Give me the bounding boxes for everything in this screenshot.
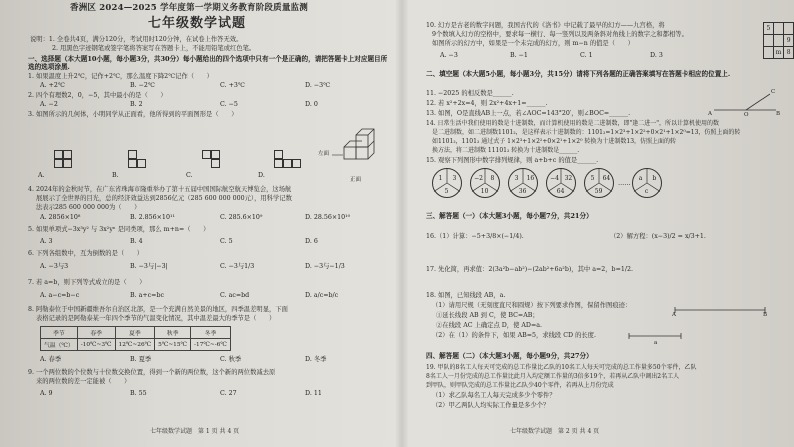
q3-label-front: 正面 xyxy=(350,177,362,183)
q2-option-c: C. −5 xyxy=(220,101,238,108)
q9-option-a: A. 9 xyxy=(40,390,53,397)
q15-circle-number: a xyxy=(638,174,643,182)
magic-cell: 8 xyxy=(784,47,794,59)
q15-circle-number: 3 xyxy=(514,174,519,182)
q8-table-cell: 气温（℃） xyxy=(41,339,78,351)
q6-option-a: A. −3与3 xyxy=(40,263,69,270)
q4-option-c: C. 285.6×10⁹ xyxy=(220,214,263,221)
q9-option-d: D. 11 xyxy=(305,390,322,397)
q5-option-c: C. 5 xyxy=(220,238,233,245)
question-14-line-3: 如1101₂，1101₂ 通过式子 1×2³+1×2²+0×2¹+1×2⁰ 转换为十进制数13，仿照上面的转 xyxy=(432,138,677,145)
q8-table-header: 夏季 xyxy=(115,327,155,339)
question-14-line-4: 换方法，将二进制数 11101₂ 转换为十进制数是______. xyxy=(432,147,580,154)
question-17: 17. 先化简，再求值：2(3a²b−ab²)−(2ab²+6a²b)，其中 a=2，b=1/2. xyxy=(426,266,633,273)
section-4-heading: 四、解答题（二）（本大题3小题，每小题9分，共27分） xyxy=(426,352,593,360)
page-2-footer: 七年级数学试题 第 2 页 共 4 页 xyxy=(510,428,600,435)
question-19-line-1: 19. 甲队的8名工人每天可完成的总工作量比乙队的10名工人每天可完成的总工作量多50个零件，乙队 xyxy=(426,364,697,371)
q8-option-b: B. 夏季 xyxy=(130,356,152,363)
q10-option-d: D. 3 xyxy=(650,52,663,59)
magic-cell xyxy=(764,35,774,47)
q8-option-a: A. 春季 xyxy=(40,356,62,363)
section-1-heading: 一、选择题（本大题10小题，每小题3分，共30分）每小题给出的四个选项中只有一个是正确的，请把答题卡上对应题目所选的选项涂黑. xyxy=(28,55,388,71)
q2-option-b: B. 2 xyxy=(130,101,143,108)
exam-header: 香洲区 2024—2025 学年度第一学期义务教育阶段质量监测 xyxy=(70,3,308,13)
section-2-heading: 二、填空题（本大题5小题，每小题3分，共15分）请将下列各题的正确答案填写在答题卡相应的位置上. xyxy=(426,70,731,78)
q9-option-c: C. 27 xyxy=(220,390,237,397)
q6-option-d: D. −3与−1/3 xyxy=(305,263,345,270)
q2-option-d: D. 0 xyxy=(305,101,318,108)
question-7: 7. 若 a=b，则下列等式成立的是（ ） xyxy=(28,279,146,286)
q15-circle-number: 64 xyxy=(602,174,611,182)
question-19-line-2: 8名工人一月份完成的总工作量比此月入均定额工作量的3倍多19个，若再从乙队中调出2名工人 xyxy=(426,373,680,380)
q10-option-c: C. 1 xyxy=(580,52,593,59)
q19-item-2: （2）甲乙两队人均实际工作量是多少个？ xyxy=(432,402,550,409)
q18-label-b: B xyxy=(763,312,768,318)
q5-option-b: B. 4 xyxy=(130,238,143,245)
question-19-line-3: 到甲队，则甲队完成的总工作量比乙队少40个零件，若再从上月份完成 xyxy=(426,382,614,389)
q7-option-a: A. a−c=b−c xyxy=(40,292,80,299)
question-5: 5. 如果单项式−3x³y² 与 3x²yⁿ 是同类项，那么 m+n=（ ） xyxy=(28,226,210,233)
q5-option-a: A. 3 xyxy=(40,238,53,245)
q7-option-b: B. a+c=bc xyxy=(130,292,165,299)
q18-item-1: （1）请用尺规（无刻度直尺和圆规）按下列要求作图，保留作图痕迹： xyxy=(432,302,632,309)
q7-option-d: D. a/c=b/c xyxy=(305,292,339,299)
q1-option-b: B. −2℃ xyxy=(130,82,155,89)
question-14-line-2: 是二进制数，如二进制数1101₂，是这样表示十进制数的：1101₂=1×2³+1×2²+0×2¹+1×2⁰=13，仿照上面的转 xyxy=(432,129,741,136)
q18-item-3: ②在线段 AC 上确定点 D，使 AD=a. xyxy=(436,322,543,329)
question-2: 2. 四个有理数2，0，−5，其中最小的是（ ） xyxy=(28,92,167,99)
q7-option-c: C. ac=bd xyxy=(220,292,250,299)
q15-circle-number: 8 xyxy=(490,174,495,182)
q10-magic-square xyxy=(763,22,794,59)
question-16-part-2: （2）解方程：(x−3)/2 = x/3+1. xyxy=(610,233,706,240)
question-13: 13. 如图，O是直线AB上一点，若∠AOC=143°20′，则∠BOC=______. xyxy=(426,110,631,117)
q13-label-o: O xyxy=(744,112,749,118)
q15-circle-number: 5 xyxy=(444,187,449,195)
question-16-part-1: 16.（1）计算：−5+3/8×(−1/4). xyxy=(426,233,524,240)
q8-option-d: D. 冬季 xyxy=(305,356,327,363)
magic-cell: m xyxy=(773,47,783,59)
q15-circle-number: −2 xyxy=(474,174,484,182)
magic-cell: 9 xyxy=(784,35,794,47)
q8-table-cell: 12℃~26℃ xyxy=(115,339,155,351)
q15-circle-number: 59 xyxy=(594,187,603,195)
page-1-footer: 七年级数学试题 第 1 页 共 4 页 xyxy=(150,428,240,435)
q8-table-header: 冬季 xyxy=(191,327,231,339)
q8-table-cell: 5℃~15℃ xyxy=(155,339,191,351)
question-6: 6. 下列各组数中，互为倒数的是（ ） xyxy=(28,250,144,257)
question-14-line-1: 14. 日常生活中我们使用的数是十进制数，而计算机使用的数是二进制数，即"逢二进一"，所以计算机使用的数 xyxy=(426,120,719,127)
question-15: 15. 观察下列图形中数字排列规律，则 a+b+c 的值是______. xyxy=(426,157,599,164)
q15-circle-number: 36 xyxy=(518,187,527,195)
q1-option-d: D. −3℃ xyxy=(305,82,331,89)
q18-item-2: ①延长线段 AB 到 C，使 BC=AB； xyxy=(436,312,539,319)
q8-table-cell: -17℃~-6℃ xyxy=(191,339,231,351)
q15-circle-number: 10 xyxy=(480,187,489,195)
magic-cell xyxy=(764,47,774,59)
q3-cube-figure xyxy=(330,125,390,180)
q13-label-c: C xyxy=(771,89,776,95)
q18-segment-figure xyxy=(625,300,785,350)
question-8-line-2: 表格记录的是阿勒泰某一年四个季节的气温变化情况，其中温差最大的季节是（ ） xyxy=(36,315,276,322)
question-9-line-1: 9. 一个两位数的个位数与十位数交换位置，得到一个新的两位数，这个新的两位数减去原 xyxy=(28,369,276,376)
question-4-line-1: 4. 2024年的金秋时节，在广东省珠海市隆重举办了第十五届中国国际航空航天博览会，这场航 xyxy=(28,186,292,193)
question-8-line-1: 8. 阿勒泰位于中国新疆维吾尔自治区北部，是一个充满自然美景的地区，四季温差明显，下面 xyxy=(28,306,288,313)
q6-option-c: C. −3与1/3 xyxy=(220,263,255,270)
q1-option-a: A. +2℃ xyxy=(40,82,65,89)
q8-table-cell: -10℃~3℃ xyxy=(77,339,115,351)
q19-item-1: （1）求乙队每名工人每天完成多少个零件？ xyxy=(432,392,556,399)
question-11: 11. −2025 的相反数是______. xyxy=(426,90,514,97)
question-1: 1. 如果温度上升2℃，记作+2℃，那么温度下降2℃记作（ ） xyxy=(28,73,213,80)
exam-page-2 xyxy=(410,0,794,447)
magic-cell: 5 xyxy=(764,23,774,35)
magic-cell xyxy=(784,23,794,35)
exam-page-1: 香洲区 2024—2025 学年度第一学期义务教育阶段质量监测 七年级数学试题 说明：1. 全卷共4页，满分120分，考试用时120分钟，在试卷上作答无效。 2. 用黑色字迹钢笔或签字笔将答案写在答题卡上，不能用铅笔或红色笔。 一、选择题（本大题10小题，每小题3分，共30分）每小题给出的四个选项中只有一个是正确的，请把答题卡上对应题目所选的选项涂黑. 1. 如果温度上升2℃，记作+2℃，那么温度下降2℃记作（ ） A. +2℃ B. −2℃ C. +3℃ D. −3℃ 2. 四个有理数2，0，−5，其中最小的是（ ） A. −2 B. 2 C. −5 D. 0 3. 如图所示的几何体，小明同学从正面看，他所得到的平面图形是（ ） A. B. C. D. 左面 正面 4. 2024年的金秋时节，在广东省珠海市隆重举办了第十五届中国国际航空航天博览会，这场航 展展示了全世界的目光，总的经济效益达到2856亿元（285 600 000 000元），用科学记数 法表示285 600 000 000为（ ） A. 2856×10⁸ B. 2.856×10¹¹ C. 285.6×10⁹ D. 28.56×10¹⁰ 5. 如果单项式−3x³y² 与 3x²yⁿ 是同类项，那么 m+n=（ ） A. 3 B. 4 C. 5 D. 6 6. 下列各组数中，互为倒数的是（ ） A. −3与3 B. −3与|−3| C. −3与1/3 D. −3与−1/3 7. 若 a=b，则下列等式成立的是（ ） A. a−c=b−c B. a+c=bc C. ac=bd D. a/c=b/c 8. 阿勒泰位于中国新疆维吾尔自治区北部，是一个充满自然美景的地区，四季温差明显，下面 表格记录的是阿勒泰某一年四个季节的气温变化情况，其中温差最大的季节是（ ） 季节 春季 夏季 秋季 冬季 气温（℃） -10℃~3℃ 12℃~26℃ 5℃~15℃ -17℃~-6℃ A. 春季 B. 夏季 C. 秋季 D. 冬季 9. 一个两位数的个位数与十位数交换位置，得到一个新的两位数，这个新的两位数减去原 来的两位数的差一定能被（ ） A. 9 B. 55 C. 27 D. 11 七年级数学试题 第 1 页 共 4 页 xyxy=(0,0,400,447)
q13-label-a: A xyxy=(708,111,712,117)
question-9-line-2: 来的两位数的差一定能被（ ） xyxy=(36,378,131,385)
q6-option-b: B. −3与|−3| xyxy=(130,263,168,270)
q4-option-a: A. 2856×10⁸ xyxy=(40,214,81,221)
note-1: 说明：1. 全卷共4页，满分120分，考试用时120分钟，在试卷上作答无效。 xyxy=(30,36,243,43)
q15-circle-number: 32 xyxy=(564,174,573,182)
question-10-line-3: 如图所示的幻方中，如果是一个未完成的幻方，则 m−n 的值是（ ） xyxy=(432,40,634,47)
q15-ellipsis: …… xyxy=(618,180,631,187)
question-10-line-1: 10. 幻方是古老的数字问题，我国古代的《洛书》中记载了最早的幻方——九宫格，将 xyxy=(426,22,665,29)
q15-circle-number: b xyxy=(652,174,657,182)
magic-cell xyxy=(773,35,783,47)
q13-label-b: B xyxy=(776,111,781,117)
q3-label-left: 左面 xyxy=(318,151,330,157)
q8-table-header: 春季 xyxy=(77,327,115,339)
question-10-line-2: 9个数填入幻方的空格中，要求每一横行、每一竖列以及两条斜对角线上的数字之和都相等。 xyxy=(432,31,688,38)
q15-circle-number: 3 xyxy=(452,174,457,182)
q10-option-b: B. −1 xyxy=(510,52,528,59)
question-12: 12. 若 x²+2x=4，则 2x²+4x+1=______. xyxy=(426,100,548,107)
question-3: 3. 如图所示的几何体，小明同学从正面看，他所得到的平面图形是（ ） xyxy=(28,111,238,118)
note-2: 2. 用黑色字迹钢笔或签字笔将答案写在答题卡上，不能用铅笔或红色笔。 xyxy=(52,45,256,52)
q18-label-alpha: a xyxy=(654,340,658,346)
q15-circle-number: 16 xyxy=(526,174,535,182)
q15-circle-number: c xyxy=(644,187,649,195)
q18-item-4: （2）在（1）的条件下，如果 AB=5，求线段 CD 的长度. xyxy=(432,332,596,339)
q8-temperature-table xyxy=(40,326,231,351)
q15-circle-number: 5 xyxy=(590,174,595,182)
q15-circle-number: 1 xyxy=(438,174,443,182)
q5-option-d: D. 6 xyxy=(305,238,318,245)
magic-cell xyxy=(773,23,783,35)
q2-option-a: A. −2 xyxy=(40,101,58,108)
question-4-line-3: 法表示285 600 000 000为（ ） xyxy=(36,204,141,211)
exam-title: 七年级数学试题 xyxy=(148,16,247,31)
q4-option-b: B. 2.856×10¹¹ xyxy=(130,214,175,221)
q18-label-a: A xyxy=(672,312,676,318)
q4-option-d: D. 28.56×10¹⁰ xyxy=(305,214,351,221)
q8-option-c: C. 秋季 xyxy=(220,356,242,363)
q15-circle-number: 64 xyxy=(556,187,565,195)
question-18: 18. 如图，已知线段 AB，a. xyxy=(426,292,506,299)
q8-table-header: 秋季 xyxy=(155,327,191,339)
q8-table-header: 季节 xyxy=(41,327,78,339)
section-3-heading: 三、解答题（一）（本大题3小题，每小题7分，共21分） xyxy=(426,212,593,220)
q15-circle-number: −4 xyxy=(550,174,560,182)
q10-option-a: A. −3 xyxy=(440,52,458,59)
q1-option-c: C. +3℃ xyxy=(220,82,245,89)
q9-option-b: B. 55 xyxy=(130,390,147,397)
question-4-line-2: 展展示了全世界的目光，总的经济效益达到2856亿元（285 600 000 000元），用科学记数 xyxy=(36,195,292,202)
